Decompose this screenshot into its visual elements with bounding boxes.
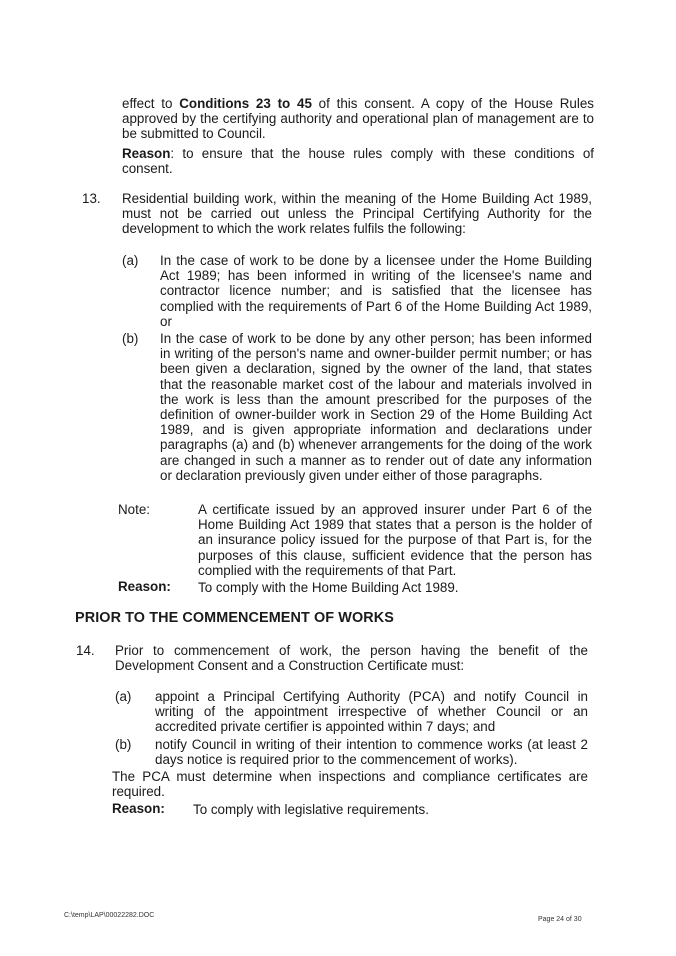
footer-page-number: Page 24 of 30	[538, 916, 582, 923]
condition-14-text: Prior to commencement of work, the person having the benefit of the Development Consent and a Construction Certificate must:	[115, 643, 588, 674]
condition-13-note-text: A certificate issued by an approved insurer under Part 6 of the Home Building Act 1989 that states that a person is the holder of an insurance policy issued for the purpose of that Part is, for the purposes of this clause, sufficient evidence that the person has complied with the requirements of that Part.	[198, 502, 592, 578]
condition-14-reason-text: To comply with legislative requirements.	[193, 802, 429, 817]
condition-14-pca-text: The PCA must determine when inspections and compliance certificates are required.	[112, 769, 588, 800]
intro-reason-text: : to ensure that the house rules comply with these conditions of consent.	[122, 146, 594, 177]
condition-14-reason-label: Reason:	[112, 801, 165, 816]
condition-13-item-b-text: In the case of work to be done by any other person; has been informed in writing of the person's name and owner-builder permit number; or has been given a declaration, signed by the owner of the land, that states that the reasonable market cost of the labour and materials involved in the work is less than the amount prescribed for the purposes of the definition of owner-builder work in Section 29 of the Home Building Act 1989, and is given appropriate information and declarations under paragraphs (a) and (b) whenever arrangements for the doing of the work are changed in such a manner as to render out of date any information or declaration previously given under either of those paragraphs.	[160, 331, 592, 483]
footer-file-path: C:\temp\LAP\00022282.DOC	[64, 912, 155, 919]
intro-text-pre: effect to	[122, 96, 180, 111]
intro-reason	[122, 146, 594, 176]
condition-14-item-b-label: (b)	[115, 737, 132, 752]
condition-14-number: 14.	[76, 643, 95, 658]
conditions-reference: Conditions 23 to 45	[179, 96, 312, 111]
intro-paragraph	[122, 96, 594, 142]
condition-13-item-a-text: In the case of work to be done by a licensee under the Home Building Act 1989; has been informed in writing of the licensee's name and contractor licence number; and is satisfied that the licensee has complied with the requirements of Part 6 of the Home Building Act 1989, or	[160, 253, 592, 329]
condition-13-number: 13.	[82, 191, 101, 206]
condition-13-note-label: Note:	[118, 502, 151, 517]
condition-14-item-a-label: (a)	[115, 689, 132, 704]
section-heading: PRIOR TO THE COMMENCEMENT OF WORKS	[75, 610, 394, 626]
condition-13-reason-text: To comply with the Home Building Act 1989.	[198, 580, 459, 595]
intro-text-post: of this consent. A copy of the House Rules approved by the certifying authority and operational plan of management are to be submitted to Council.	[122, 96, 594, 142]
condition-13-reason-label: Reason:	[118, 579, 171, 594]
condition-13-text: Residential building work, within the meaning of the Home Building Act 1989, must not be carried out unless the Principal Certifying Authority for the development to which the work relates fulfils the following:	[122, 191, 592, 237]
condition-14-item-a-text: appoint a Principal Certifying Authority (PCA) and notify Council in writing of the appointment irrespective of whether Council or an accredited private certifier is appointed within 7 days; and	[155, 689, 588, 735]
condition-13-item-a-label: (a)	[122, 253, 139, 268]
intro-reason-label: Reason	[122, 146, 171, 161]
condition-13-item-b-label: (b)	[122, 331, 139, 346]
condition-14-item-b-text: notify Council in writing of their intention to commence works (at least 2 days notice is required prior to the commencement of works).	[155, 737, 588, 768]
